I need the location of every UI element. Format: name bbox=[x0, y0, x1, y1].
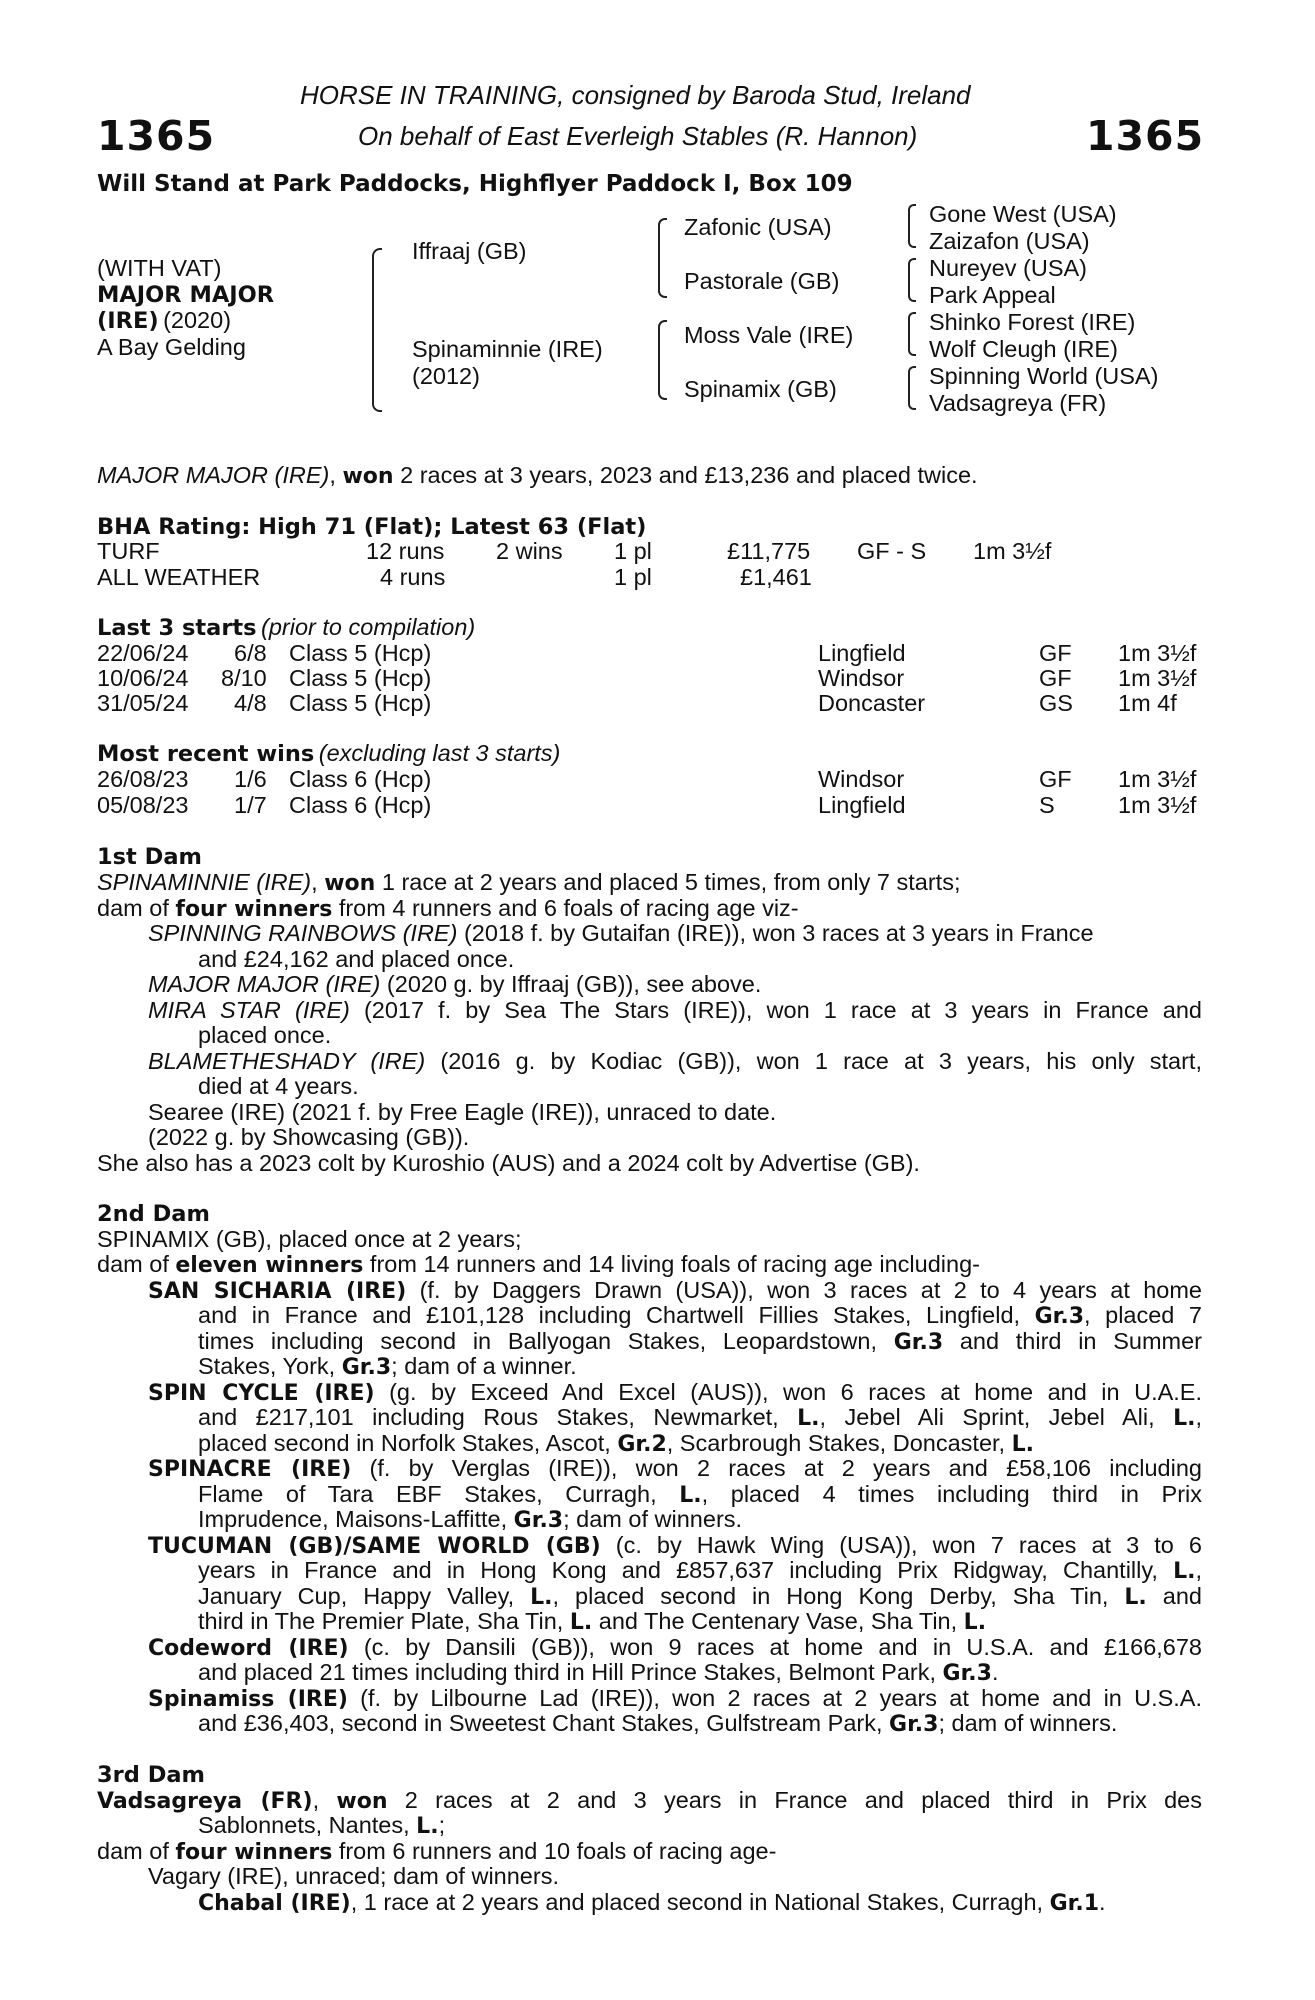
dam3-produce-item bbox=[198, 1890, 1202, 1917]
rating-surface: ALL WEATHER bbox=[97, 564, 261, 590]
dam2-produce-cont bbox=[198, 1354, 1202, 1381]
vat-note: (WITH VAT) bbox=[97, 255, 222, 281]
rating-runs: 12 runs bbox=[366, 538, 445, 564]
recent-title: Most recent wins bbox=[97, 741, 315, 767]
text: . bbox=[991, 1659, 999, 1685]
grade: L. bbox=[1011, 1432, 1034, 1457]
grade: L. bbox=[679, 1483, 702, 1508]
rating-going: GF - S bbox=[857, 538, 927, 564]
dam2-line: SPINAMIX (GB), placed once at 2 years; bbox=[97, 1226, 522, 1252]
dam1-produce-cont: and £24,162 and placed once. bbox=[198, 946, 515, 972]
produce-name: SPIN CYCLE (IRE) bbox=[148, 1381, 375, 1406]
grade: Gr.3 bbox=[889, 1712, 939, 1737]
dam2-produce-cont bbox=[198, 1558, 1202, 1585]
dam1-produce-cont: placed once. bbox=[198, 1022, 332, 1048]
text: , Jebel Ali Sprint, Jebel Ali, bbox=[819, 1404, 1174, 1430]
rating-amount: £11,775 bbox=[727, 538, 811, 564]
table-cell-distance: 1m 3½f bbox=[1118, 792, 1197, 818]
pedigree-brace bbox=[908, 258, 916, 302]
text: , 1 race at 2 years and placed second in National Stakes, Curragh, bbox=[350, 1889, 1050, 1915]
table-cell-date: 26/08/23 bbox=[97, 766, 189, 792]
produce-name: Codeword (IRE) bbox=[148, 1636, 349, 1661]
recent-note: (excluding last 3 starts) bbox=[318, 740, 561, 766]
produce-text: (c. by Hawk Wing (USA)), won 7 races at 3 to 6 bbox=[600, 1532, 1202, 1558]
table-cell-course: Lingfield bbox=[818, 792, 906, 818]
pedigree-dsd: Wolf Cleugh (IRE) bbox=[929, 336, 1118, 362]
last3-note: (prior to compilation) bbox=[261, 614, 476, 640]
grade: Gr.2 bbox=[617, 1432, 667, 1457]
dam1-produce-item: (2022 g. by Showcasing (GB)). bbox=[148, 1124, 470, 1150]
table-cell-course: Doncaster bbox=[818, 690, 926, 716]
pedigree-dds: Spinning World (USA) bbox=[929, 363, 1159, 389]
text: ; bbox=[438, 1812, 446, 1838]
text: from 4 runners and 6 foals of racing age viz- bbox=[332, 895, 799, 921]
pedigree-ddd: Vadsagreya (FR) bbox=[929, 390, 1107, 416]
table-cell-date: 10/06/24 bbox=[97, 665, 189, 691]
table-cell-course: Windsor bbox=[818, 766, 905, 792]
grade: Gr.1 bbox=[1049, 1891, 1100, 1916]
summary-text: 2 races at 3 years, 2023 and £13,236 and placed twice. bbox=[393, 462, 978, 488]
text: and The Centenary Vase, Sha Tin, bbox=[592, 1608, 964, 1634]
pedigree-sire-sire: Zafonic (USA) bbox=[684, 214, 832, 240]
text: and bbox=[1146, 1583, 1202, 1609]
pedigree-sss: Gone West (USA) bbox=[929, 201, 1117, 227]
text: , placed 7 bbox=[1084, 1302, 1202, 1328]
text: Imprudence, Maisons-Laffitte, bbox=[198, 1506, 514, 1532]
pedigree-dss: Shinko Forest (IRE) bbox=[929, 309, 1136, 335]
dam1-title: 1st Dam bbox=[97, 844, 202, 870]
text: ; dam of winners. bbox=[563, 1506, 743, 1532]
text: Stakes, York, bbox=[198, 1353, 342, 1379]
dam2-produce-cont bbox=[198, 1660, 1202, 1687]
text: and £217,101 including Rous Stakes, Newmarket, bbox=[198, 1404, 798, 1430]
text: dam of bbox=[97, 1251, 176, 1277]
horse-country-year bbox=[97, 308, 231, 334]
grade: L. bbox=[1173, 1406, 1196, 1431]
grade: Gr.3 bbox=[513, 1508, 564, 1533]
pedigree-dam-year: (2012) bbox=[412, 363, 480, 389]
produce-name: SPINNING RAINBOWS (IRE) bbox=[148, 920, 458, 946]
dam3-title: 3rd Dam bbox=[97, 1762, 205, 1788]
recent-heading bbox=[97, 741, 560, 767]
winners-count: eleven winners bbox=[175, 1253, 364, 1278]
pedigree-brace bbox=[908, 312, 916, 356]
text: dam of bbox=[97, 1838, 176, 1864]
winners-count: four winners bbox=[175, 897, 333, 922]
dam2-produce-cont bbox=[198, 1711, 1202, 1738]
table-cell-going: GF bbox=[1039, 640, 1072, 666]
table-cell-going: GF bbox=[1039, 665, 1072, 691]
grade: Gr.3 bbox=[1034, 1304, 1085, 1329]
produce-name: MIRA STAR (IRE) bbox=[148, 997, 350, 1023]
dam2-produce-item bbox=[148, 1456, 1202, 1483]
pedigree-ssd: Zaizafon (USA) bbox=[929, 228, 1090, 254]
produce-name: SAN SICHARIA (IRE) bbox=[148, 1279, 407, 1304]
dam2-produce-cont bbox=[198, 1431, 1202, 1458]
dam1-record: 1 race at 2 years and placed 5 times, from only 7 starts; bbox=[375, 869, 961, 895]
dam1-also: She also has a 2023 colt by Kuroshio (AUS) and a 2024 colt by Advertise (GB). bbox=[97, 1150, 920, 1176]
on-behalf-line: On behalf of East Everleigh Stables (R. Hannon) bbox=[358, 121, 918, 151]
summary-horse: MAJOR MAJOR (IRE) bbox=[97, 462, 330, 488]
text: , bbox=[1195, 1404, 1202, 1430]
horse-country: (IRE) bbox=[97, 308, 159, 334]
summary-won: won bbox=[342, 464, 394, 489]
table-cell-course: Windsor bbox=[818, 665, 905, 691]
table-cell-distance: 1m 3½f bbox=[1118, 766, 1197, 792]
dam2-produce-item bbox=[148, 1635, 1202, 1662]
grade: L. bbox=[963, 1610, 987, 1635]
last3-title: Last 3 starts bbox=[97, 615, 257, 641]
produce-name: BLAMETHESHADY (IRE) bbox=[148, 1048, 426, 1074]
pedigree-sire-dam: Pastorale (GB) bbox=[684, 268, 840, 294]
consignor-line: HORSE IN TRAINING, consigned by Baroda Stud, Ireland bbox=[300, 80, 971, 110]
lot-number-right: 1365 bbox=[1086, 112, 1205, 160]
produce-text: (g. by Exceed And Excel (AUS)), won 6 races at home and in U.A.E. bbox=[374, 1379, 1202, 1405]
grade: Gr.3 bbox=[893, 1330, 944, 1355]
table-cell-class: Class 5 (Hcp) bbox=[289, 690, 432, 716]
rating-placed: 1 pl bbox=[614, 564, 652, 590]
dam2-produce-line bbox=[97, 1252, 1202, 1279]
text: , placed 4 times including third in Prix bbox=[701, 1481, 1202, 1507]
produce-text: (f. by Daggers Drawn (USA)), won 3 races at 2 to 4 years at home bbox=[406, 1277, 1202, 1303]
dam2-produce-cont bbox=[198, 1329, 1202, 1356]
produce-text: (c. by Dansili (GB)), won 9 races at home and in U.S.A. and £166,678 bbox=[348, 1634, 1202, 1660]
text: and placed 21 times including third in Hill Prince Stakes, Belmont Park, bbox=[198, 1659, 943, 1685]
table-cell-position: 4/8 bbox=[234, 690, 267, 716]
text: third in The Premier Plate, Sha Tin, bbox=[198, 1608, 570, 1634]
dam2-produce-item bbox=[148, 1686, 1202, 1713]
text: Sablonnets, Nantes, bbox=[198, 1812, 417, 1838]
dam2-produce-cont bbox=[198, 1482, 1202, 1509]
pedigree-brace bbox=[658, 320, 667, 400]
rating-runs: 4 runs bbox=[380, 564, 446, 590]
dam2-produce-item bbox=[148, 1380, 1202, 1407]
produce-text: (f. by Lilbourne Lad (IRE)), won 2 races at 2 years at home and in U.S.A. bbox=[347, 1685, 1203, 1711]
table-cell-position: 1/7 bbox=[234, 792, 267, 818]
dam2-produce-cont bbox=[198, 1303, 1202, 1330]
dam2-produce-cont bbox=[198, 1507, 1202, 1534]
grade: L. bbox=[530, 1585, 553, 1610]
grade: Gr.3 bbox=[942, 1661, 992, 1686]
text: times including second in Ballyogan Stakes, Leopardstown, bbox=[198, 1328, 894, 1354]
dam3-produce-item: Vagary (IRE), unraced; dam of winners. bbox=[148, 1863, 559, 1889]
pedigree-brace bbox=[372, 248, 382, 412]
horse-name: MAJOR MAJOR bbox=[97, 282, 275, 308]
rating-surface: TURF bbox=[97, 538, 160, 564]
table-cell-distance: 1m 4f bbox=[1118, 690, 1177, 716]
dam3-line-cont bbox=[198, 1813, 1202, 1840]
rating-title: BHA Rating: High 71 (Flat); Latest 63 (Flat) bbox=[97, 514, 647, 540]
produce-text: (f. by Verglas (IRE)), won 2 races at 2 years and £58,106 including bbox=[351, 1455, 1202, 1481]
rating-amount: £1,461 bbox=[740, 564, 812, 590]
pedigree-brace bbox=[908, 366, 916, 410]
dam2-produce-cont bbox=[198, 1584, 1202, 1611]
pedigree-dam: Spinaminnie (IRE) bbox=[412, 336, 603, 362]
text: , Scarbrough Stakes, Doncaster, bbox=[666, 1430, 1012, 1456]
text: from 14 runners and 14 living foals of racing age including- bbox=[363, 1251, 980, 1277]
table-cell-course: Lingfield bbox=[818, 640, 906, 666]
winners-count: four winners bbox=[175, 1840, 333, 1865]
text: Flame of Tara EBF Stakes, Curragh, bbox=[198, 1481, 680, 1507]
dam1-produce-item bbox=[148, 921, 1202, 947]
table-cell-date: 05/08/23 bbox=[97, 792, 189, 818]
table-cell-date: 22/06/24 bbox=[97, 640, 189, 666]
text: . bbox=[1099, 1889, 1106, 1915]
produce-name: MAJOR MAJOR (IRE) bbox=[148, 971, 381, 997]
table-cell-distance: 1m 3½f bbox=[1118, 665, 1197, 691]
dam3-produce-line bbox=[97, 1839, 1202, 1866]
dam1-name: SPINAMINNIE (IRE) bbox=[97, 869, 312, 895]
text: dam of bbox=[97, 895, 176, 921]
text: , placed second in Hong Kong Derby, Sha Tin, bbox=[552, 1583, 1125, 1609]
horse-description: A Bay Gelding bbox=[97, 334, 246, 360]
text: , bbox=[1195, 1557, 1202, 1583]
table-cell-class: Class 6 (Hcp) bbox=[289, 792, 432, 818]
pedigree-dam-sire: Moss Vale (IRE) bbox=[684, 322, 854, 348]
pedigree-brace bbox=[658, 218, 667, 298]
text: 2 races at 2 and 3 years in France and placed third in Prix des bbox=[387, 1787, 1202, 1813]
table-cell-date: 31/05/24 bbox=[97, 690, 189, 716]
pedigree-sire: Iffraaj (GB) bbox=[412, 238, 527, 264]
dam3-line bbox=[97, 1788, 1202, 1815]
dam1-produce-cont: died at 4 years. bbox=[198, 1073, 359, 1099]
grade: Gr.3 bbox=[341, 1355, 392, 1380]
table-cell-going: GS bbox=[1039, 690, 1073, 716]
dam1-produce-item bbox=[148, 972, 1202, 998]
table-cell-distance: 1m 3½f bbox=[1118, 640, 1197, 666]
table-cell-position: 8/10 bbox=[221, 665, 267, 691]
table-cell-class: Class 5 (Hcp) bbox=[289, 640, 432, 666]
text: and £36,403, second in Sweetest Chant Stakes, Gulfstream Park, bbox=[198, 1710, 890, 1736]
race-summary: MAJOR MAJOR (IRE), won 2 races at 3 years, 2023 and £13,236 and placed twice. bbox=[97, 462, 978, 489]
dam1-produce-item: Searee (IRE) (2021 f. by Free Eagle (IRE)), unraced to date. bbox=[148, 1099, 777, 1125]
table-cell-class: Class 6 (Hcp) bbox=[289, 766, 432, 792]
pedigree-brace bbox=[908, 204, 916, 248]
dam1-produce-line bbox=[97, 896, 1202, 923]
grade: L. bbox=[1124, 1585, 1147, 1610]
text: years in France and in Hong Kong and £857,637 including Prix Ridgway, Chantilly, bbox=[198, 1557, 1174, 1583]
rating-wins: 2 wins bbox=[496, 538, 563, 564]
table-cell-going: S bbox=[1039, 792, 1055, 818]
last3-heading bbox=[97, 615, 475, 641]
dam1-won: won bbox=[324, 871, 376, 896]
lot-number-left: 1365 bbox=[97, 112, 216, 160]
text: from 6 runners and 10 foals of racing age- bbox=[332, 1838, 777, 1864]
dam2-produce-item bbox=[148, 1533, 1202, 1560]
location-line: Will Stand at Park Paddocks, Highflyer Paddock I, Box 109 bbox=[97, 171, 853, 197]
text: and in France and £101,128 including Chartwell Fillies Stakes, Lingfield, bbox=[198, 1302, 1035, 1328]
dam2-produce-item bbox=[148, 1278, 1202, 1305]
horse-year: (2020) bbox=[163, 307, 232, 333]
produce-name: TUCUMAN (GB)/SAME WORLD (GB) bbox=[148, 1534, 601, 1559]
produce-text: (2016 g. by Kodiac (GB)), won 1 race at 3 years, his only start, bbox=[425, 1048, 1202, 1074]
text: placed second in Norfolk Stakes, Ascot, bbox=[198, 1430, 618, 1456]
rating-distance: 1m 3½f bbox=[973, 538, 1052, 564]
grade: L. bbox=[416, 1814, 439, 1839]
text: and third in Summer bbox=[943, 1328, 1202, 1354]
pedigree-sdd: Park Appeal bbox=[929, 282, 1056, 308]
dam3-won: won bbox=[336, 1789, 388, 1814]
grade: L. bbox=[797, 1406, 820, 1431]
grade: L. bbox=[1173, 1559, 1196, 1584]
pedigree-sds: Nureyev (USA) bbox=[929, 255, 1088, 281]
table-cell-going: GF bbox=[1039, 766, 1072, 792]
produce-text: (2018 f. by Gutaifan (IRE)), won 3 races at 3 years in France bbox=[457, 920, 1094, 946]
grade: L. bbox=[569, 1610, 593, 1635]
text: January Cup, Happy Valley, bbox=[198, 1583, 531, 1609]
produce-name: Spinamiss (IRE) bbox=[148, 1687, 348, 1712]
dam1-line: SPINAMINNIE (IRE), won 1 race at 2 years and placed 5 times, from only 7 starts; bbox=[97, 869, 961, 896]
produce-name: Chabal (IRE) bbox=[198, 1891, 351, 1916]
table-cell-position: 6/8 bbox=[234, 640, 267, 666]
dam2-produce-cont bbox=[198, 1405, 1202, 1432]
produce-text: (2017 f. by Sea The Stars (IRE)), won 1 race at 3 years in France and bbox=[349, 997, 1202, 1023]
dam2-title: 2nd Dam bbox=[97, 1201, 210, 1227]
table-cell-position: 1/6 bbox=[234, 766, 267, 792]
dam3-name: Vadsagreya (FR) bbox=[97, 1789, 313, 1814]
dam2-produce-cont bbox=[198, 1609, 1202, 1636]
produce-text: (2020 g. by Iffraaj (GB)), see above. bbox=[380, 971, 762, 997]
dam1-produce-item bbox=[148, 1049, 1202, 1075]
dam1-produce-item bbox=[148, 998, 1202, 1024]
table-cell-class: Class 5 (Hcp) bbox=[289, 665, 432, 691]
text: ; dam of winners. bbox=[938, 1710, 1118, 1736]
text: ; dam of a winner. bbox=[391, 1353, 577, 1379]
produce-name: SPINACRE (IRE) bbox=[148, 1457, 352, 1482]
pedigree-dam-dam: Spinamix (GB) bbox=[684, 376, 837, 402]
text: , bbox=[312, 1787, 337, 1813]
rating-placed: 1 pl bbox=[614, 538, 652, 564]
